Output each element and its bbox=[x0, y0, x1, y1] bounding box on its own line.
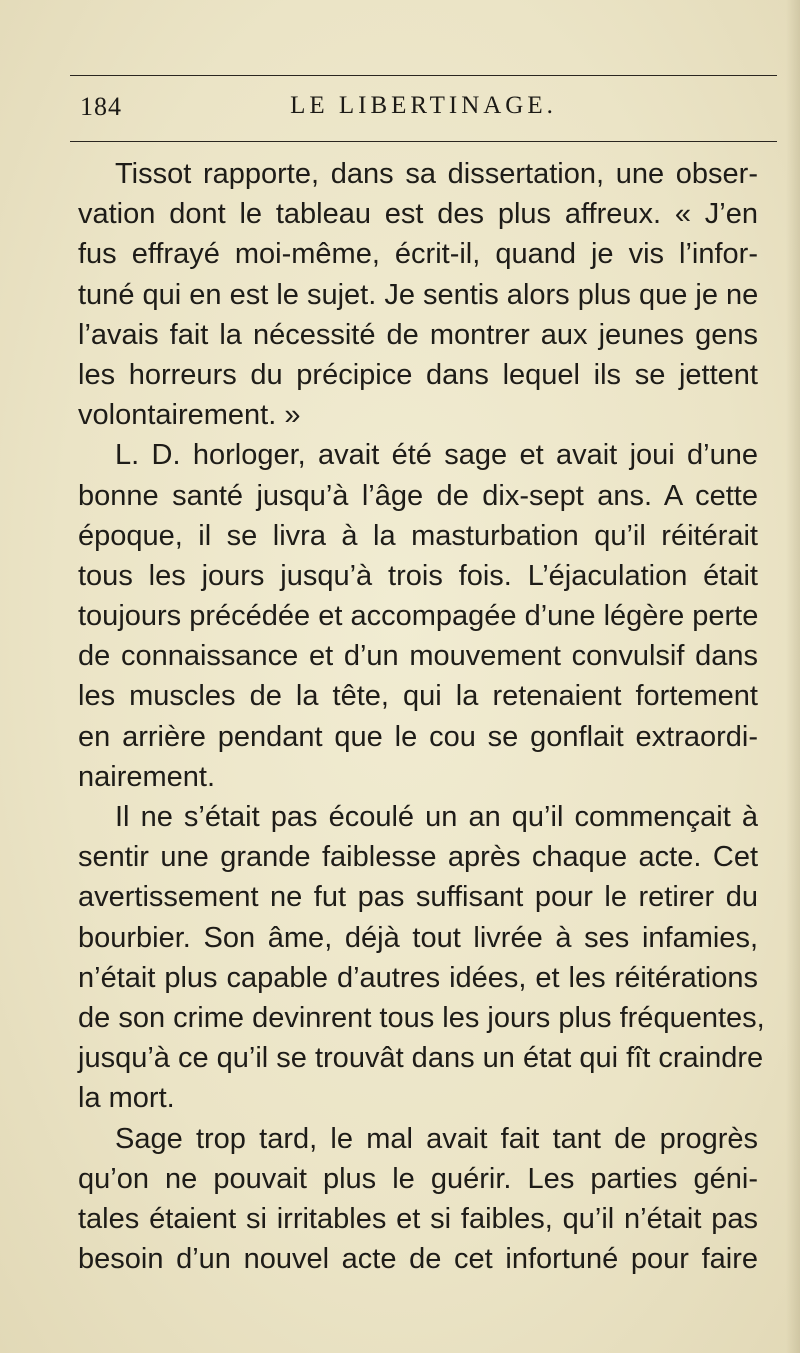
text-line: avertissement ne fut pas suffisant pour le retirer du bbox=[78, 881, 758, 914]
text-line: l’avais fait la nécessité de montrer aux jeunes gens bbox=[78, 318, 758, 351]
text-line: volontairement. » bbox=[78, 399, 301, 432]
text-line: n’était plus capable d’autres idées, et les réitérations bbox=[78, 961, 758, 994]
text-line: tales étaient si irritables et si faibles, qu’il n’était pas bbox=[78, 1202, 758, 1235]
text-line: vation dont le tableau est des plus affreux. « J’en bbox=[78, 198, 758, 231]
text-line: de son crime devinrent tous les jours plus fréquentes, bbox=[78, 1001, 765, 1034]
text-line: tous les jours jusqu’à trois fois. L’éjaculation était bbox=[78, 559, 758, 592]
text-line: les muscles de la tête, qui la retenaient fortement bbox=[78, 680, 758, 713]
running-header bbox=[70, 92, 777, 126]
text-line: toujours précédée et accompagée d’une légère perte bbox=[78, 600, 759, 633]
text-line: époque, il se livra à la masturbation qu’il réitérait bbox=[78, 519, 758, 552]
text-line: bourbier. Son âme, déjà tout livrée à ses infamies, bbox=[78, 921, 758, 954]
body-text bbox=[78, 154, 765, 1279]
text-line: fus effrayé moi-même, écrit-il, quand je vis l’infor- bbox=[78, 238, 758, 271]
text-line: Sage trop tard, le mal avait fait tant de progrès bbox=[115, 1122, 758, 1155]
page-edge-shadow bbox=[786, 0, 800, 1353]
text-line: les horreurs du précipice dans lequel ils se jettent bbox=[78, 358, 758, 391]
text-line: jusqu’à ce qu’il se trouvât dans un état qui fît craindre bbox=[78, 1042, 764, 1075]
text-line: bonne santé jusqu’à l’âge de dix-sept ans. A cette bbox=[78, 479, 758, 512]
text-line: qu’on ne pouvait plus le guérir. Les parties géni- bbox=[78, 1162, 758, 1195]
text-line: Tissot rapporte, dans sa dissertation, une obser- bbox=[115, 158, 758, 190]
running-title: LE LIBERTINAGE. bbox=[290, 92, 557, 119]
text-line: sentir une grande faiblesse après chaque acte. Cet bbox=[78, 841, 758, 874]
text-line: la mort. bbox=[78, 1082, 175, 1115]
header-rule-bottom bbox=[70, 141, 777, 142]
header-rule-top bbox=[70, 75, 777, 76]
text-line: besoin d’un nouvel acte de cet infortuné pour faire bbox=[78, 1243, 758, 1276]
text-line: tuné qui en est le sujet. Je sentis alors plus que je ne bbox=[78, 278, 759, 311]
text-line: en arrière pendant que le cou se gonflait extraordi- bbox=[78, 720, 758, 753]
text-line: nairement. bbox=[78, 760, 216, 793]
text-line: de connaissance et d’un mouvement convulsif dans bbox=[78, 640, 758, 673]
page-number: 184 bbox=[80, 92, 122, 121]
text-line: L. D. horloger, avait été sage et avait joui d’une bbox=[115, 439, 758, 472]
text-line: Il ne s’était pas écoulé un an qu’il commençait à bbox=[115, 801, 758, 833]
